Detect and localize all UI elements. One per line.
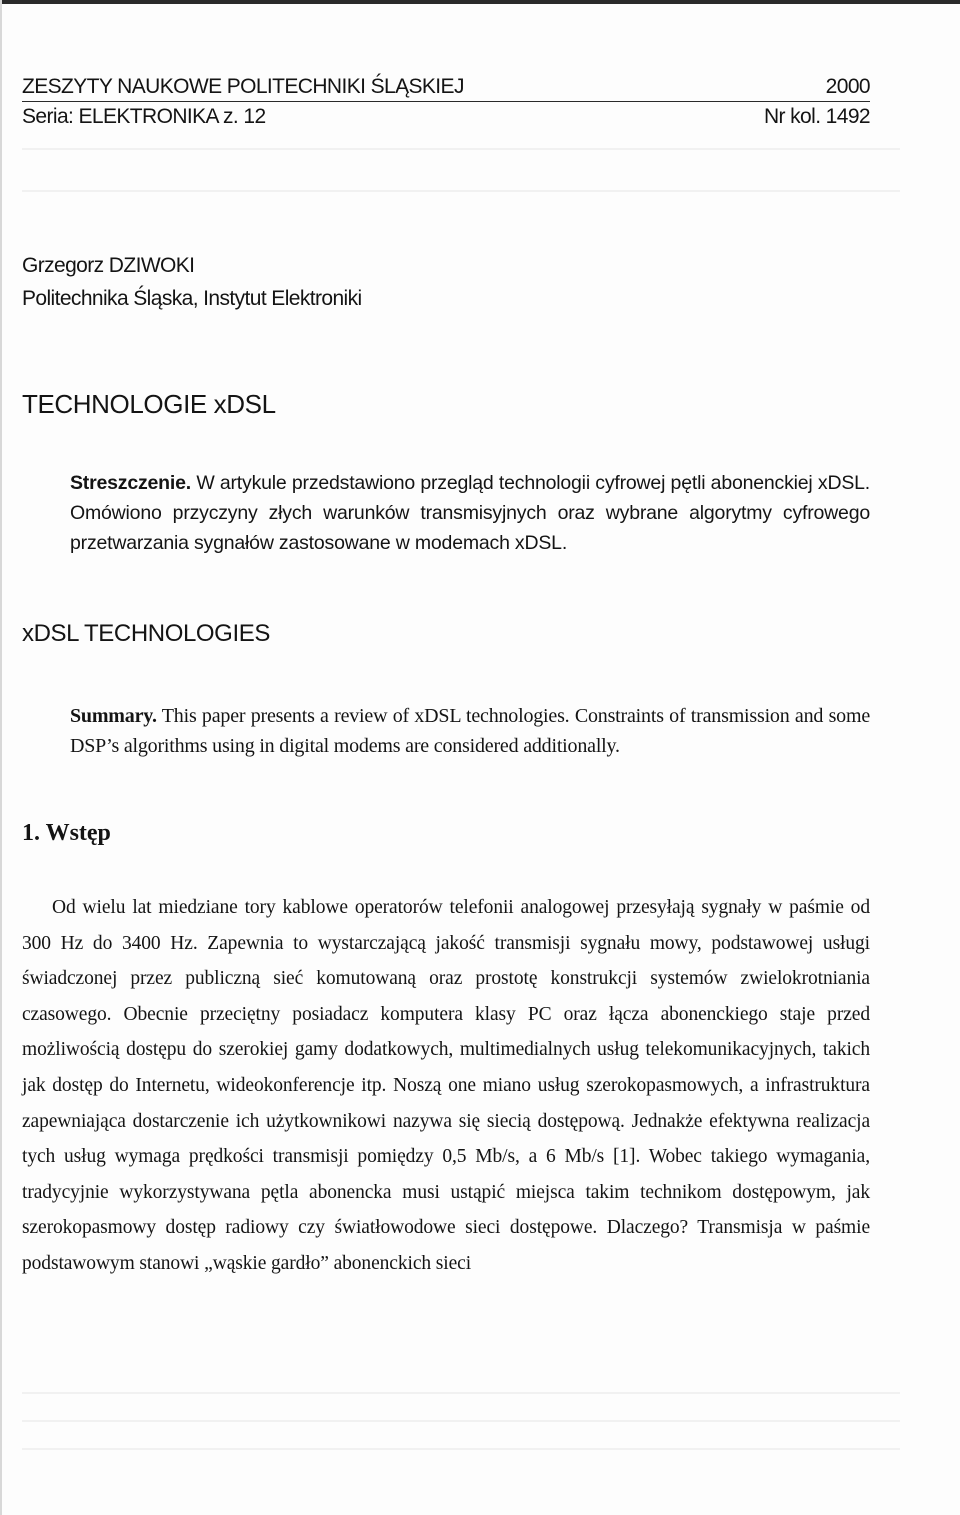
- body-paragraph: Od wielu lat miedziane tory kablowe operatorów telefonii analogowej przesyłają sygnały w paśmie od 300 Hz do 3400 Hz. Zapewnia to wystarczającą jakość transmisji sygnału mowy, podstawowej usługi świadczonej przez publiczną sieć komutowaną oraz prostotę konstrukcji systemów zwielokrotniania czasowego. Obecnie przeciętny posiadacz komputera klasy PC oraz łącza abonenckiego staje przed możliwością dostępu do szerokiej gamy dodatkowych, multimedialnych usług telekomunikacyjnych, takich jak dostęp do Internetu, wideokonferencje itp. Noszą one miano usług szerokopasmowych, a infrastruktura zapewniająca dostarczenie ich użytkownikowi nazywa się siecią dostępową. Jednakże efektywna realizacja tych usług wymaga prędkości transmisji pomiędzy 0,5 Mb/s, a 6 Mb/s [1]. Wobec takiego wymagania, tradycyjnie wykorzystywana pętla abonencka musi ustąpić miejsca takim technikom dostępowym, jak szerokopasmowy dostęp radiowy czy światłowodowe sieci dostępowe. Dlaczego? Transmisja w paśmie podstawowym stanowi „wąskie gardło” abonenckich sieci: [22, 897, 870, 1274]
- paper-title-polish: TECHNOLOGIE xDSL: [22, 389, 276, 419]
- abstract-polish-text: W artykule przedstawiono przegląd technologii cyfrowej pętli abonenckiej xDSL. Omówiono przyczyny złych warunków transmisyjnych oraz wybrane algorytmy cyfrowego przetwarzania sygnałów zastosowane w modemach xDSL.: [70, 472, 870, 554]
- author-name: Grzegorz DZIWOKI: [22, 254, 195, 277]
- series-header: [22, 104, 870, 130]
- abstract-english-text: This paper presents a review of xDSL technologies. Constraints of transmission and some DSP’s algorithms using in digital modems are considered additionally.: [70, 705, 870, 757]
- page-top-edge: [0, 0, 960, 4]
- abstract-english-lead: Summary.: [70, 705, 157, 727]
- bleed-through-line: [22, 1420, 900, 1422]
- abstract-polish-lead: Streszczenie.: [70, 472, 191, 494]
- series-name: Seria: ELEKTRONIKA z. 12: [22, 105, 266, 128]
- paper-title-english: xDSL TECHNOLOGIES: [22, 620, 270, 647]
- bleed-through-line: [22, 148, 900, 150]
- bleed-through-line: [22, 190, 900, 192]
- journal-name: ZESZYTY NAUKOWE POLITECHNIKI ŚLĄSKIEJ: [22, 75, 464, 98]
- section-heading: 1. Wstęp: [22, 820, 111, 846]
- journal-year: 2000: [825, 75, 870, 98]
- abstract-polish: [70, 468, 870, 558]
- bleed-through-line: [22, 1392, 900, 1394]
- issue-number: Nr kol. 1492: [763, 105, 870, 128]
- bleed-through-line: [22, 1448, 900, 1450]
- journal-header: [22, 74, 870, 100]
- author-affiliation: Politechnika Śląska, Instytut Elektroniki: [22, 287, 362, 310]
- header-divider: [22, 101, 870, 102]
- abstract-english: [70, 701, 870, 761]
- page-left-edge: [0, 0, 2, 1515]
